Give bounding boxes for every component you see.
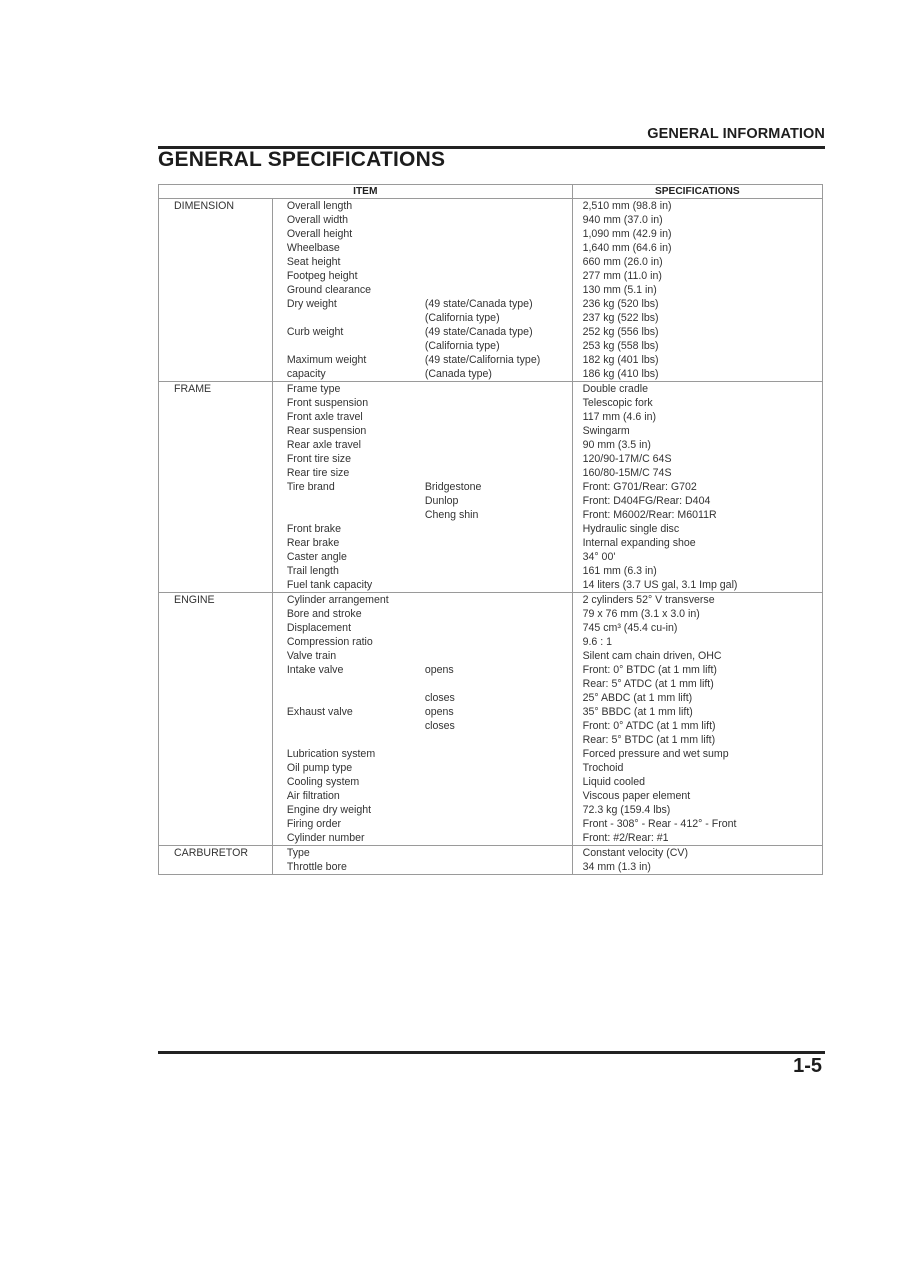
spec-value: Front: 0° ATDC (at 1 mm lift) bbox=[582, 720, 716, 732]
item-name: Overall length bbox=[286, 200, 353, 212]
item-name: Cooling system bbox=[286, 776, 360, 788]
item-line bbox=[273, 817, 572, 831]
item-name: Front tire size bbox=[286, 453, 351, 465]
item-line bbox=[273, 860, 572, 874]
item-line bbox=[273, 199, 572, 213]
item-condition: Cheng shin bbox=[424, 509, 479, 521]
item-line bbox=[273, 705, 572, 719]
item-line bbox=[273, 719, 572, 733]
item-name: Engine dry weight bbox=[286, 804, 372, 816]
item-line bbox=[273, 536, 572, 550]
item-name bbox=[273, 719, 425, 733]
item-name: capacity bbox=[286, 368, 326, 380]
item-line bbox=[273, 339, 572, 353]
item-line bbox=[273, 255, 572, 269]
item-line bbox=[273, 649, 572, 663]
item-line bbox=[273, 494, 572, 508]
spec-value: 25° ABDC (at 1 mm lift) bbox=[582, 692, 693, 704]
item-line bbox=[273, 846, 572, 860]
item-line bbox=[273, 396, 572, 410]
item-name bbox=[273, 339, 425, 353]
item-line bbox=[273, 227, 572, 241]
item-line bbox=[273, 789, 572, 803]
spec-value: 120/90-17M/C 64S bbox=[582, 453, 672, 465]
spec-value: 940 mm (37.0 in) bbox=[582, 214, 663, 226]
category-cell bbox=[159, 382, 273, 593]
spec-cell bbox=[572, 199, 822, 382]
item-name: Throttle bore bbox=[286, 861, 347, 873]
item-name: Rear suspension bbox=[286, 425, 367, 437]
item-line bbox=[273, 831, 572, 845]
item-name: Compression ratio bbox=[286, 636, 373, 648]
item-name: Displacement bbox=[286, 622, 352, 634]
item-name bbox=[273, 691, 425, 705]
item-name: Front brake bbox=[286, 523, 341, 535]
item-line bbox=[273, 424, 572, 438]
category-cell bbox=[159, 199, 273, 382]
item-condition: Dunlop bbox=[424, 495, 459, 507]
item-line bbox=[273, 452, 572, 466]
item-name: Rear brake bbox=[286, 537, 340, 549]
item-line bbox=[273, 621, 572, 635]
item-cell bbox=[272, 593, 572, 846]
item-line bbox=[273, 677, 572, 691]
item-name: Overall height bbox=[286, 228, 353, 240]
item-cell bbox=[272, 199, 572, 382]
item-cell bbox=[272, 846, 572, 875]
spec-value: 1,090 mm (42.9 in) bbox=[582, 228, 672, 240]
item-name bbox=[273, 677, 425, 691]
footer-rule bbox=[158, 1051, 825, 1054]
spec-value: 72.3 kg (159.4 lbs) bbox=[582, 804, 671, 816]
spec-value: 186 kg (410 lbs) bbox=[582, 368, 659, 380]
spec-value: 34 mm (1.3 in) bbox=[582, 861, 651, 873]
spec-value: 660 mm (26.0 in) bbox=[582, 256, 663, 268]
spec-value: 160/80-15M/C 74S bbox=[582, 467, 672, 479]
spec-value: 161 mm (6.3 in) bbox=[582, 565, 657, 577]
item-line bbox=[273, 607, 572, 621]
item-line bbox=[273, 367, 572, 381]
table-group-row bbox=[159, 199, 823, 382]
item-name: Cylinder number bbox=[286, 832, 365, 844]
spec-value: 34° 00' bbox=[582, 551, 616, 563]
spec-cell bbox=[572, 593, 822, 846]
spec-value: Hydraulic single disc bbox=[582, 523, 680, 535]
item-line bbox=[273, 438, 572, 452]
spec-value: 130 mm (5.1 in) bbox=[582, 284, 657, 296]
spec-value: Front: D404FG/Rear: D404 bbox=[582, 495, 711, 507]
item-line bbox=[273, 564, 572, 578]
table-group-row bbox=[159, 382, 823, 593]
item-condition: (California type) bbox=[424, 312, 500, 324]
category-cell bbox=[159, 846, 273, 875]
spec-value: 252 kg (556 lbs) bbox=[582, 326, 659, 338]
category-label: CARBURETOR bbox=[174, 847, 248, 859]
spec-value: Rear: 5° ATDC (at 1 mm lift) bbox=[582, 678, 714, 690]
spec-value: Constant velocity (CV) bbox=[582, 847, 688, 859]
item-line bbox=[273, 691, 572, 705]
spec-value: Double cradle bbox=[582, 383, 648, 395]
item-line bbox=[273, 663, 572, 677]
item-line bbox=[273, 733, 572, 747]
item-line bbox=[273, 775, 572, 789]
item-line bbox=[273, 213, 572, 227]
item-condition: (49 state/Canada type) bbox=[424, 298, 533, 310]
item-condition: opens bbox=[424, 706, 454, 718]
table-group-row bbox=[159, 593, 823, 846]
item-line bbox=[273, 508, 572, 522]
item-line bbox=[273, 480, 572, 494]
item-name: Frame type bbox=[286, 383, 341, 395]
item-name: Footpeg height bbox=[286, 270, 358, 282]
item-line bbox=[273, 269, 572, 283]
item-name bbox=[273, 733, 425, 747]
item-line bbox=[273, 353, 572, 367]
item-name: Maximum weight bbox=[286, 354, 367, 366]
item-name: Cylinder arrangement bbox=[286, 594, 389, 606]
item-name: Caster angle bbox=[286, 551, 347, 563]
column-header-item: ITEM bbox=[159, 185, 573, 199]
item-line bbox=[273, 466, 572, 480]
spec-value: 745 cm³ (45.4 cu-in) bbox=[582, 622, 678, 634]
table-body bbox=[159, 199, 823, 875]
spec-value: 182 kg (401 lbs) bbox=[582, 354, 659, 366]
spec-value: 2,510 mm (98.8 in) bbox=[582, 200, 672, 212]
spec-value: Front: M6002/Rear: M6011R bbox=[582, 509, 717, 521]
spec-value: Viscous paper element bbox=[582, 790, 691, 802]
item-line bbox=[273, 550, 572, 564]
category-cell bbox=[159, 593, 273, 846]
spec-value: Telescopic fork bbox=[582, 397, 653, 409]
item-line bbox=[273, 803, 572, 817]
spec-cell bbox=[572, 382, 822, 593]
item-condition: Bridgestone bbox=[424, 481, 482, 493]
item-name: Front axle travel bbox=[286, 411, 363, 423]
item-name: Trail length bbox=[286, 565, 339, 577]
item-name bbox=[273, 494, 425, 508]
column-header-specifications: SPECIFICATIONS bbox=[572, 185, 822, 199]
spec-cell bbox=[572, 846, 822, 875]
category-label: DIMENSION bbox=[174, 200, 235, 212]
item-line bbox=[273, 747, 572, 761]
item-name: Fuel tank capacity bbox=[286, 579, 373, 591]
item-condition: (California type) bbox=[424, 340, 500, 352]
spec-value: 9.6 : 1 bbox=[582, 636, 613, 648]
item-condition: opens bbox=[424, 664, 454, 676]
category-label: ENGINE bbox=[174, 594, 215, 606]
item-name: Exhaust valve bbox=[286, 706, 353, 718]
item-line bbox=[273, 593, 572, 607]
spec-value: Rear: 5° BTDC (at 1 mm lift) bbox=[582, 734, 716, 746]
category-label: FRAME bbox=[174, 383, 212, 395]
spec-value: 236 kg (520 lbs) bbox=[582, 298, 659, 310]
item-name: Dry weight bbox=[286, 298, 337, 310]
item-line bbox=[273, 410, 572, 424]
page-title: GENERAL SPECIFICATIONS bbox=[158, 148, 446, 171]
spec-value: 1,640 mm (64.6 in) bbox=[582, 242, 672, 254]
item-name: Front suspension bbox=[286, 397, 369, 409]
table-header-row bbox=[159, 185, 823, 199]
section-header: GENERAL INFORMATION bbox=[647, 126, 825, 142]
spec-value: 237 kg (522 lbs) bbox=[582, 312, 659, 324]
spec-value: 90 mm (3.5 in) bbox=[582, 439, 651, 451]
item-condition: (49 state/Canada type) bbox=[424, 326, 533, 338]
item-line bbox=[273, 578, 572, 592]
spec-value: Front: G701/Rear: G702 bbox=[582, 481, 697, 493]
spec-value: Forced pressure and wet sump bbox=[582, 748, 729, 760]
spec-value: Front: #2/Rear: #1 bbox=[582, 832, 669, 844]
table-group-row bbox=[159, 846, 823, 875]
spec-value: Silent cam chain driven, OHC bbox=[582, 650, 722, 662]
item-line bbox=[273, 241, 572, 255]
item-line bbox=[273, 325, 572, 339]
item-name: Wheelbase bbox=[286, 242, 340, 254]
spec-value: Front: 0° BTDC (at 1 mm lift) bbox=[582, 664, 717, 676]
item-cell bbox=[272, 382, 572, 593]
item-name: Overall width bbox=[286, 214, 349, 226]
specifications-table bbox=[158, 184, 823, 875]
item-name: Bore and stroke bbox=[286, 608, 362, 620]
item-name: Seat height bbox=[286, 256, 341, 268]
spec-value: 79 x 76 mm (3.1 x 3.0 in) bbox=[582, 608, 700, 620]
item-name: Tire brand bbox=[286, 481, 335, 493]
spec-value: Internal expanding shoe bbox=[582, 537, 696, 549]
item-name: Curb weight bbox=[286, 326, 344, 338]
spec-value: 2 cylinders 52° V transverse bbox=[582, 594, 715, 606]
item-line bbox=[273, 635, 572, 649]
item-condition: (Canada type) bbox=[424, 368, 492, 380]
spec-value: 277 mm (11.0 in) bbox=[582, 270, 662, 282]
spec-value: 14 liters (3.7 US gal, 3.1 Imp gal) bbox=[582, 579, 738, 591]
item-line bbox=[273, 297, 572, 311]
item-condition: closes bbox=[424, 692, 455, 704]
spec-value: 117 mm (4.6 in) bbox=[582, 411, 656, 423]
spec-value: 253 kg (558 lbs) bbox=[582, 340, 659, 352]
item-line bbox=[273, 382, 572, 396]
item-name: Type bbox=[286, 847, 310, 859]
item-name: Air filtration bbox=[286, 790, 340, 802]
item-line bbox=[273, 311, 572, 325]
spec-value: Swingarm bbox=[582, 425, 630, 437]
spec-value: Front - 308° - Rear - 412° - Front bbox=[582, 818, 737, 830]
item-condition: closes bbox=[424, 720, 455, 732]
item-name: Valve train bbox=[286, 650, 337, 662]
spec-value: Trochoid bbox=[582, 762, 624, 774]
item-name: Ground clearance bbox=[286, 284, 372, 296]
item-name: Firing order bbox=[286, 818, 341, 830]
item-name: Oil pump type bbox=[286, 762, 353, 774]
page-number: 1-5 bbox=[793, 1055, 822, 1077]
item-name bbox=[273, 311, 425, 325]
item-name: Intake valve bbox=[286, 664, 344, 676]
item-name bbox=[273, 508, 425, 522]
spec-value: Liquid cooled bbox=[582, 776, 646, 788]
item-name: Rear tire size bbox=[286, 467, 350, 479]
item-condition: (49 state/California type) bbox=[424, 354, 541, 366]
item-line bbox=[273, 522, 572, 536]
item-line bbox=[273, 283, 572, 297]
item-name: Rear axle travel bbox=[286, 439, 362, 451]
item-line bbox=[273, 761, 572, 775]
item-name: Lubrication system bbox=[286, 748, 376, 760]
spec-value: 35° BBDC (at 1 mm lift) bbox=[582, 706, 693, 718]
